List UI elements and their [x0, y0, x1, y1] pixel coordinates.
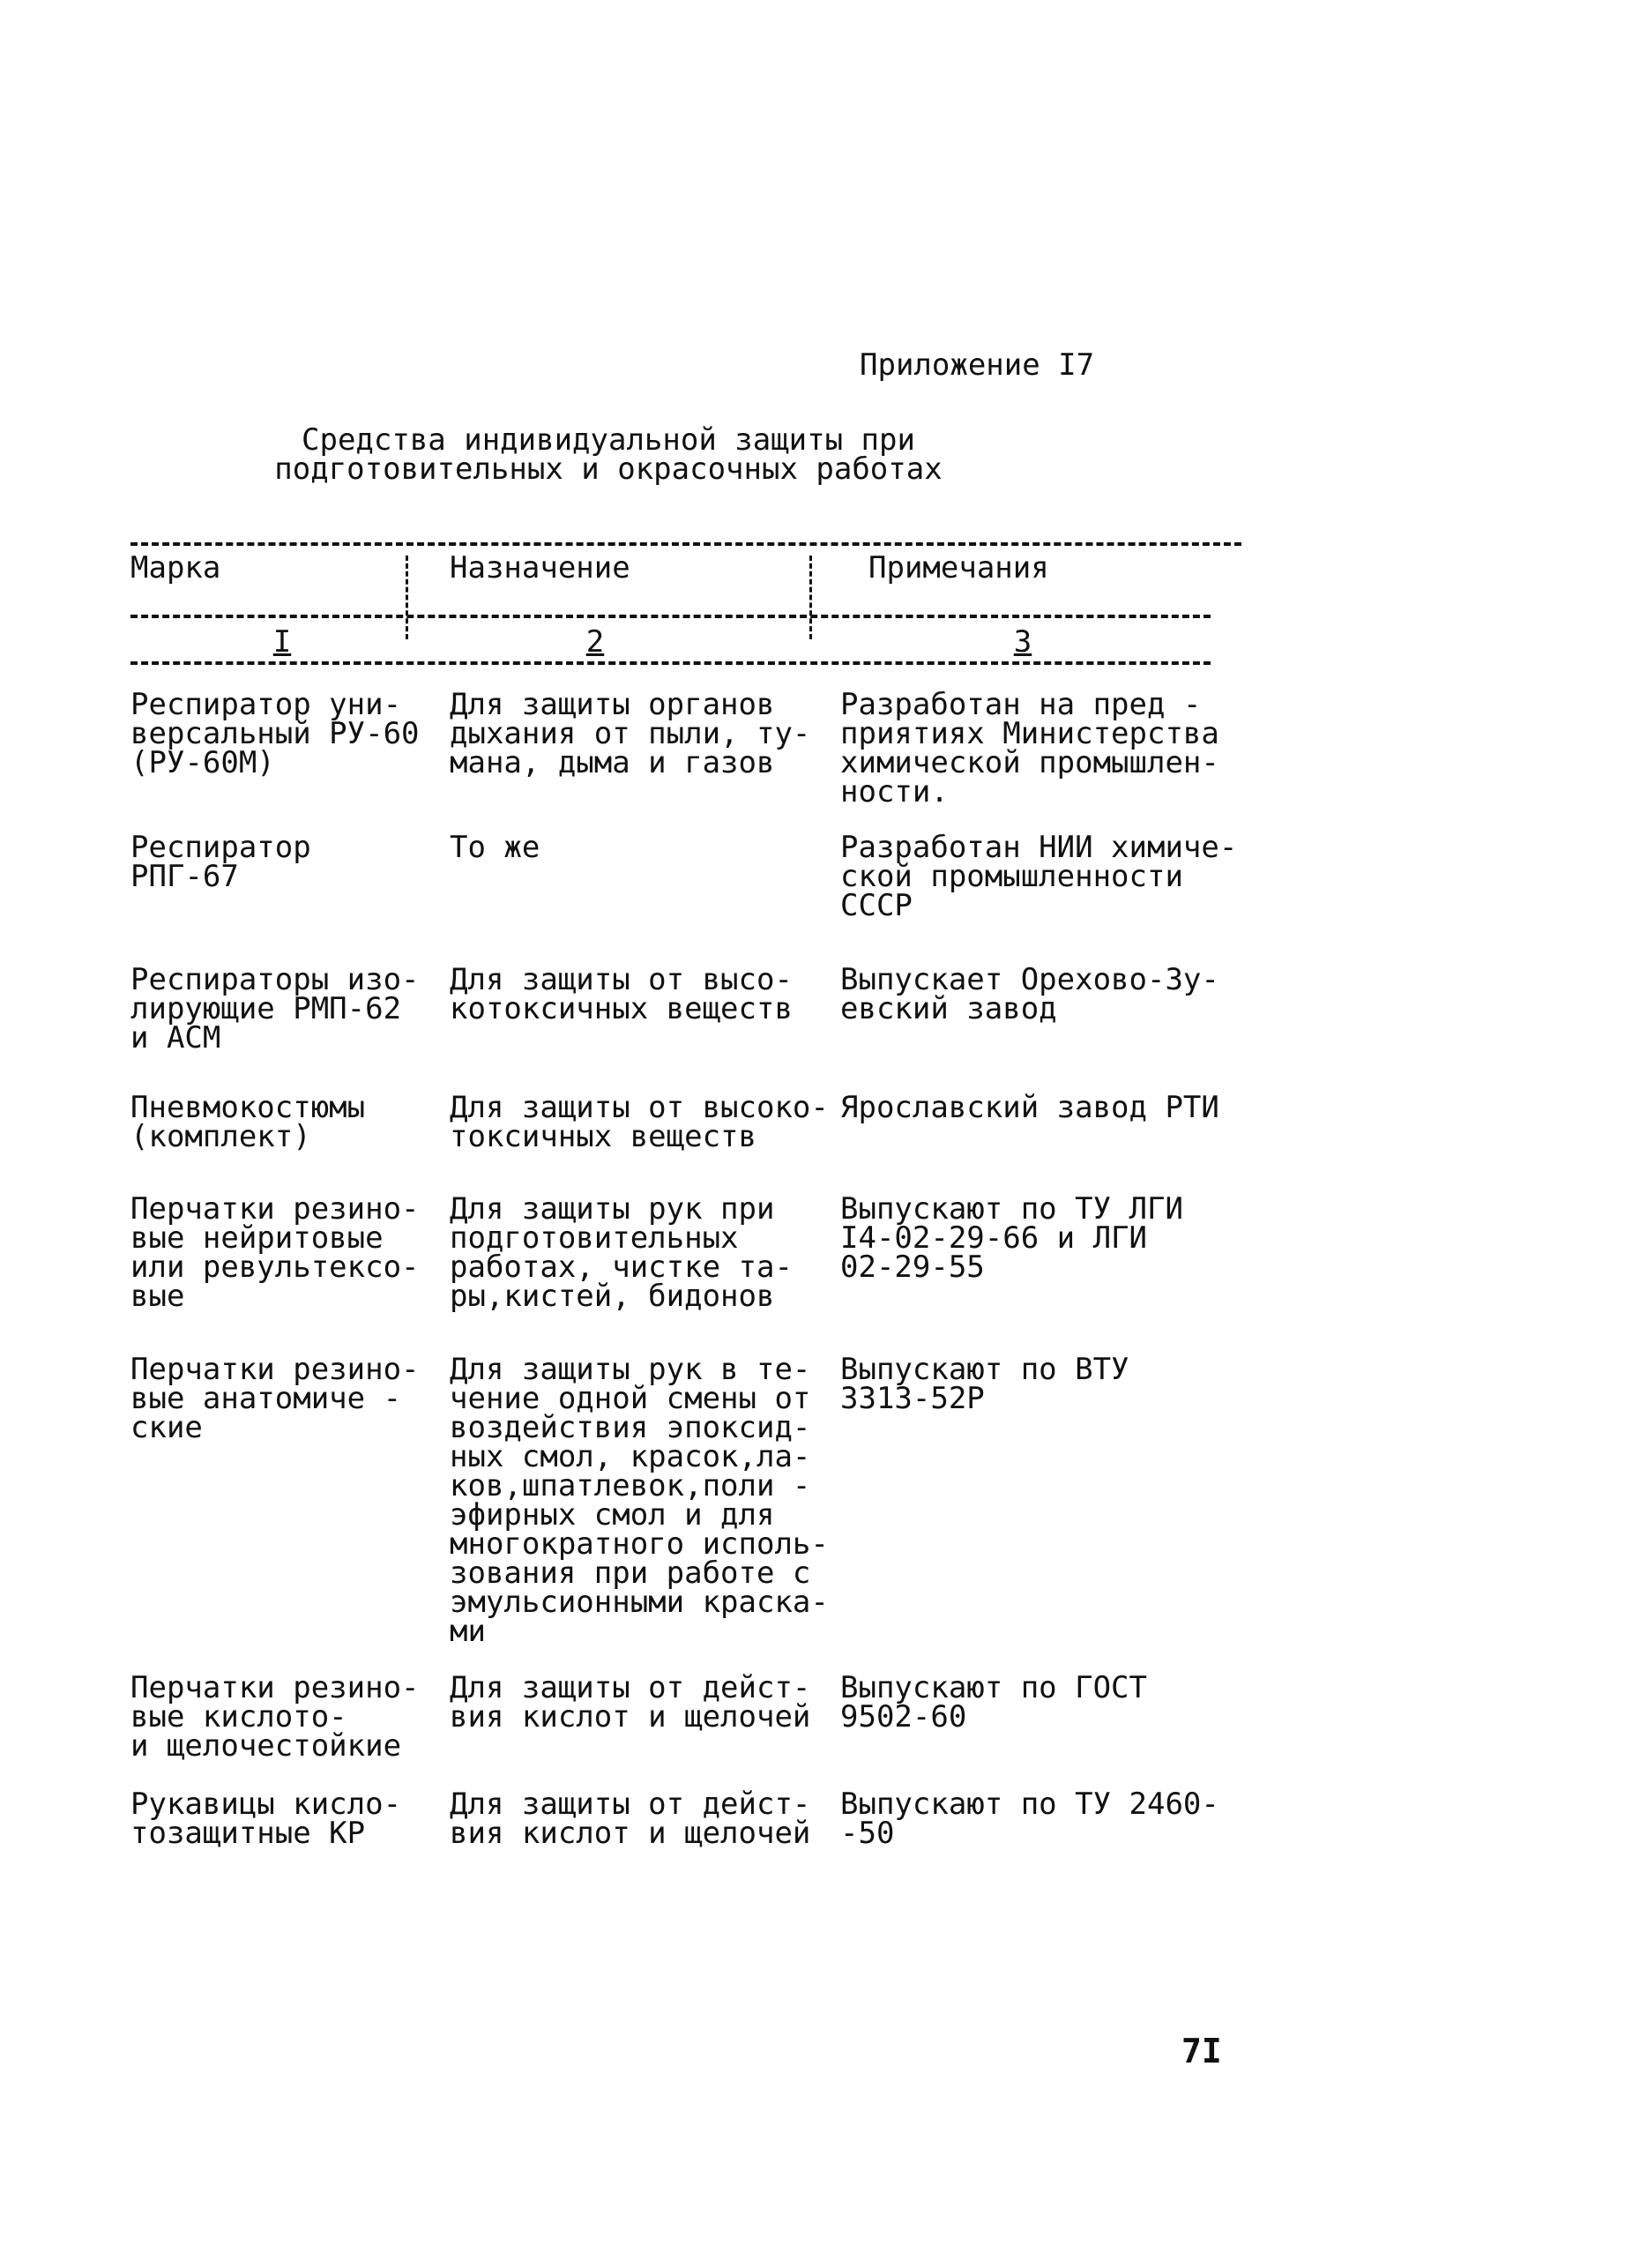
cell-note: Ярославский завод РТИ — [840, 1090, 1219, 1125]
header-mark: Марка — [130, 550, 221, 586]
cell-note: Выпускают по ТУ ЛГИ I4-02-29-66 и ЛГИ 02-29-55 — [840, 1191, 1183, 1285]
header-purpose: Назначение — [450, 550, 630, 586]
page-number: 7I — [1181, 2032, 1222, 2070]
cell-mark: Перчатки резино- вые анатомиче - ские — [130, 1352, 420, 1445]
header-bottom-rule — [130, 661, 1211, 665]
cell-note: Разработан НИИ химиче- ской промышленности СССР — [840, 830, 1238, 923]
header-notes: Примечания — [868, 550, 1049, 586]
cell-purpose: Для защиты от высо- котоксичных веществ — [450, 962, 793, 1026]
document-title — [265, 422, 952, 487]
cell-mark: Респираторы изо- лирующие РМП-62 и АСМ — [130, 962, 420, 1056]
cell-purpose: Для защиты рук при подготовительных работах, чистке та- ры,кистей, бидонов — [450, 1191, 793, 1314]
cell-mark: Респиратор уни- версальный РУ-60 (РУ-60М) — [130, 687, 420, 780]
cell-mark: Пневмокостюмы (комплект) — [130, 1090, 366, 1154]
column-number-3: 3 — [1013, 624, 1032, 660]
header-separator-1 — [406, 556, 408, 639]
cell-purpose: Для защиты рук в те- чение одной смены от воздействия эпоксид- ных смол, красок,ла- ков,шпатлевок,поли - эфирных смол и для многократного исполь- зования при работе с эмульсионными краска- ми — [450, 1352, 829, 1649]
title-line-1: Средства индивидуальной защиты при — [302, 422, 915, 458]
cell-purpose: Для защиты от дейст- вия кислот и щелочей — [450, 1670, 811, 1735]
title-line-2: подготовительных и окрасочных работах — [274, 451, 943, 487]
cell-purpose: То же — [450, 830, 540, 865]
cell-note: Выпускают по ГОСТ 9502-60 — [840, 1670, 1147, 1735]
cell-purpose: Для защиты от дейст- вия кислот и щелочей — [450, 1787, 811, 1851]
cell-note: Разработан на пред - приятиях Министерства химической промышлен- ности. — [840, 687, 1219, 809]
cell-purpose: Для защиты органов дыхания от пыли, ту- мана, дыма и газов — [450, 687, 811, 780]
table-top-rule — [130, 542, 1241, 546]
cell-purpose: Для защиты от высоко- токсичных веществ — [450, 1090, 829, 1154]
cell-note: Выпускают по ТУ 2460- -50 — [840, 1787, 1219, 1851]
cell-note: Выпускает Орехово-Зу- евский завод — [840, 962, 1219, 1026]
appendix-label: Приложение I7 — [860, 347, 1095, 383]
cell-note: Выпускают по ВТУ 3313-52Р — [840, 1352, 1129, 1416]
column-number-2: 2 — [585, 624, 605, 660]
cell-mark: Перчатки резино- вые нейритовые или ревультексо- вые — [130, 1191, 420, 1314]
header-separator-2 — [809, 556, 812, 639]
column-number-1: I — [272, 624, 292, 660]
cell-mark: Перчатки резино- вые кислото- и щелочестойкие — [130, 1670, 420, 1764]
header-mid-rule — [130, 615, 1211, 618]
cell-mark: Рукавицы кисло- тозащитные КР — [130, 1787, 402, 1851]
cell-mark: Респиратор РПГ-67 — [130, 830, 311, 894]
